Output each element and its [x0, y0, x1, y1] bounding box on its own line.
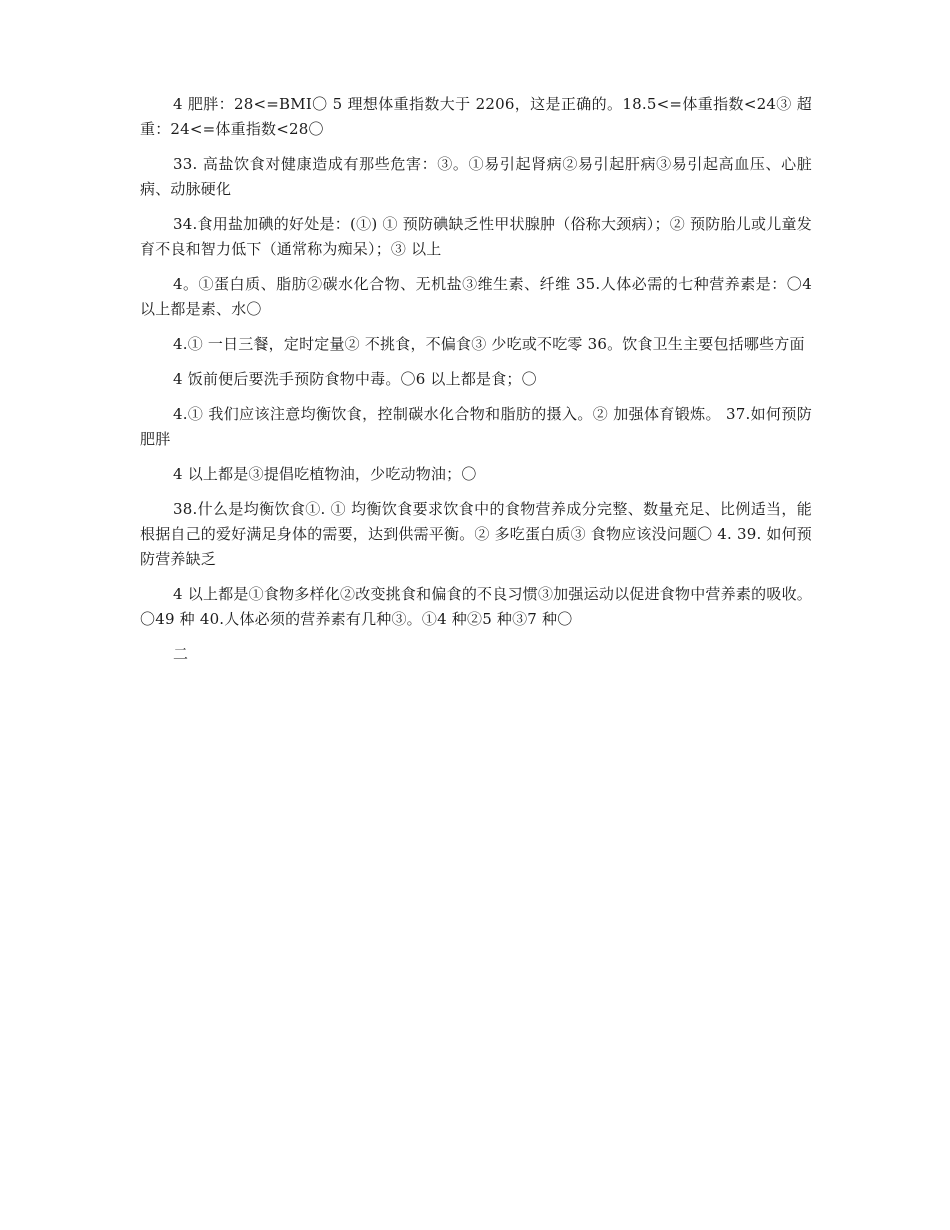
paragraph-q39-q40: 4 以上都是①食物多样化②改变挑食和偏食的不良习惯③加强运动以促进食物中营养素的吸收。〇49 种 40.人体必须的营养素有几种③。①4 种②5 种③7 种〇 [140, 585, 812, 628]
paragraph-q37: 4.① 我们应该注意均衡饮食，控制碳水化合物和脂肪的摄入。② 加强体育锻炼。 37.如何预防肥胖 [140, 405, 812, 448]
paragraph-q38: 38.什么是均衡饮食①. ① 均衡饮食要求饮食中的食物营养成分完整、数量充足、比例适当，能根据自己的爱好满足身体的需要，达到供需平衡。② 多吃蛋白质③ 食物应该没问题〇 4. 39. 如何预防营养缺乏 [140, 500, 813, 568]
paragraph-q33: 33. 高盐饮食对健康造成有那些危害：③。①易引起肾病②易引起肝病③易引起高血压、心脏病、动脉硬化 [140, 155, 812, 198]
paragraph-q35: 4。①蛋白质、脂肪②碳水化合物、无机盐③维生素、纤维 35.人体必需的七种营养素是：〇4 以上都是素、水〇 [140, 275, 812, 318]
section-marker: 二 [173, 645, 189, 663]
paragraph-food-hygiene: 4 饭前便后要洗手预防食物中毒。〇6 以上都是食；〇 [173, 370, 537, 388]
paragraph-bmi: 4 肥胖：28<=BMI〇 5 理想体重指数大于 2206，这是正确的。18.5<=体重指数<24③ 超重：24<=体重指数<28〇 [140, 95, 812, 138]
paragraph-q36: 4.① 一日三餐，定时定量② 不挑食，不偏食③ 少吃或不吃零 36。饮食卫生主要包括哪些方面 [173, 335, 805, 353]
document-body [140, 92, 812, 677]
paragraph-oil: 4 以上都是③提倡吃植物油，少吃动物油；〇 [173, 465, 477, 483]
paragraph-q34: 34.食用盐加碘的好处是：(①) ① 预防碘缺乏性甲状腺肿（俗称大颈病）；② 预防胎儿或儿童发育不良和智力低下（通常称为痴呆）；③ 以上 [140, 215, 812, 258]
